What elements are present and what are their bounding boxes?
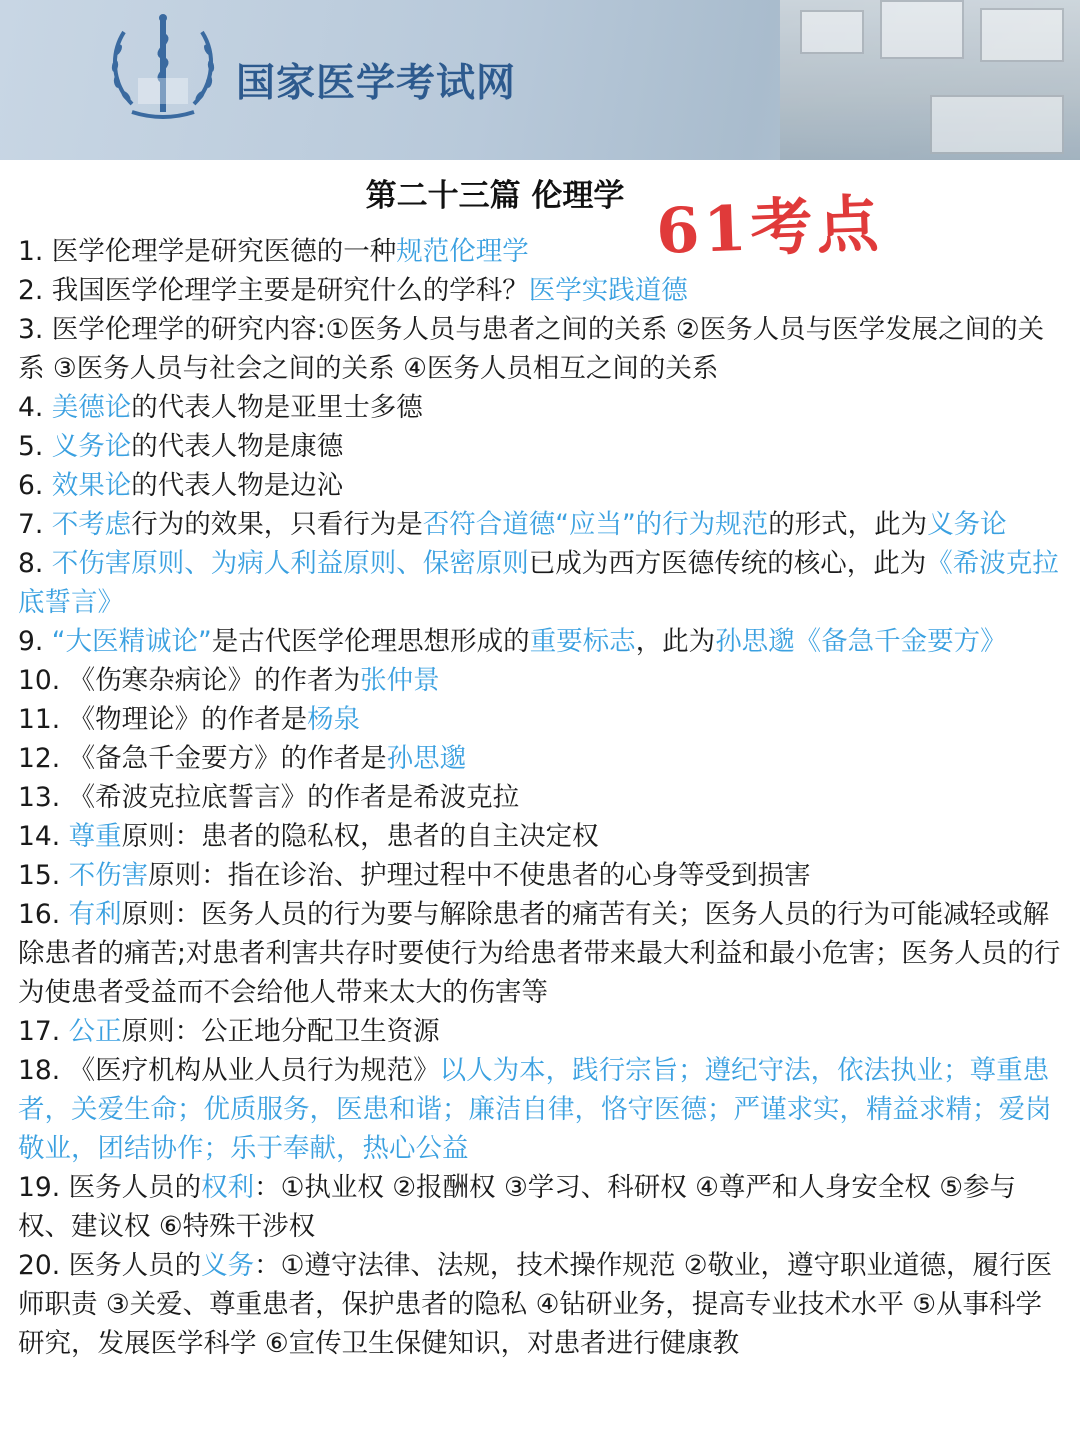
item-text: 原则：公正地分配卫生资源: [121, 1016, 440, 1047]
building-photo: [780, 0, 1080, 160]
highlighted-term: 尊重: [68, 821, 122, 852]
highlighted-term: 《希波克拉底誓言》: [18, 548, 1059, 618]
building-window: [800, 10, 864, 54]
item-text: 原则：医务人员的行为要与解除患者的痛苦有关；医务人员的行为可能减轻或解除患者的痛苦;对患者利害共存时要使行为给患者带来最大利益和最小危害；医务人员的行为使患者受益而不会给他人带来太大的伤害等: [18, 899, 1061, 1008]
medical-exam-logo-icon: [102, 14, 224, 122]
item-text: 13. 《希波克拉底誓言》的作者是希波克拉: [18, 782, 520, 813]
item-text: 9.: [18, 626, 52, 657]
item-text: 4.: [18, 392, 52, 423]
item-text: 18. 《医疗机构从业人员行为规范》: [18, 1055, 440, 1086]
highlighted-term: 医学实践道德: [528, 275, 688, 306]
item-text: 已成为西方医德传统的核心，此为: [528, 548, 927, 579]
highlighted-term: 规范伦理学: [396, 236, 529, 267]
highlighted-term: 张仲景: [360, 665, 440, 696]
site-name: 国家医学考试网: [236, 60, 517, 106]
highlighted-term: 美德论: [51, 392, 132, 423]
highlighted-term: 不考虑: [51, 509, 132, 540]
knowledge-point-7: [18, 505, 1062, 544]
highlighted-term: 重要标志: [529, 626, 636, 657]
highlighted-term: 否符合道德“应当”的行为规范: [422, 509, 769, 540]
highlighted-term: 孙思邈《备急千金要方》: [715, 626, 1007, 657]
knowledge-point-list: [18, 232, 1062, 1363]
knowledge-point-18: [18, 1051, 1062, 1168]
highlighted-term: 义务: [201, 1250, 255, 1281]
knowledge-point-14: [18, 817, 1062, 856]
highlighted-term: 不伤害原则、为病人利益原则、保密原则: [51, 548, 529, 579]
page-title: 第二十三篇 伦理学: [365, 178, 625, 214]
item-text: 16.: [18, 899, 69, 930]
knowledge-point-17: [18, 1012, 1062, 1051]
knowledge-point-4: [18, 388, 1062, 427]
item-text: 19. 医务人员的: [18, 1172, 202, 1203]
item-text: 的代表人物是康德: [131, 431, 344, 462]
item-text: 行为的效果，只看行为是: [131, 509, 423, 540]
item-text: 8.: [18, 548, 52, 579]
item-text: 15.: [18, 860, 69, 891]
item-text: 的代表人物是边沁: [131, 470, 344, 501]
item-text: 2. 我国医学伦理学主要是研究什么的学科？: [18, 275, 529, 306]
item-text: 11. 《物理论》的作者是: [18, 704, 308, 735]
knowledge-point-19: [18, 1168, 1062, 1246]
highlighted-term: “大医精诚论”: [51, 626, 212, 657]
highlighted-term: 以人为本，践行宗旨；遵纪守法，依法执业；尊重患者，关爱生命；优质服务，医患和谐；廉洁自律，恪守医德；严谨求实，精益求精；爱岗敬业，团结协作；乐于奉献，热心公益: [18, 1055, 1052, 1164]
knowledge-point-20: [18, 1246, 1062, 1363]
handwritten-annotation: 61考点: [654, 187, 884, 268]
building-window: [930, 95, 1064, 154]
highlighted-term: 不伤害: [68, 860, 149, 891]
highlighted-term: 义务论: [51, 431, 132, 462]
building-window: [980, 8, 1064, 62]
highlighted-term: 杨泉: [307, 704, 361, 735]
item-text: 20. 医务人员的: [18, 1250, 202, 1281]
item-text: 原则：患者的隐私权，患者的自主决定权: [121, 821, 599, 852]
highlighted-term: 公正: [68, 1016, 122, 1047]
item-text: 1. 医学伦理学是研究医德的一种: [18, 236, 397, 267]
item-text: 5.: [18, 431, 52, 462]
knowledge-point-6: [18, 466, 1062, 505]
knowledge-point-3: [18, 310, 1062, 388]
knowledge-point-5: [18, 427, 1062, 466]
item-text: 10. 《伤寒杂病论》的作者为: [18, 665, 361, 696]
item-text: 14.: [18, 821, 69, 852]
knowledge-point-10: [18, 661, 1062, 700]
item-text: 3. 医学伦理学的研究内容:①医务人员与患者之间的关系 ②医务人员与医学发展之间的关系 ③医务人员与社会之间的关系 ④医务人员相互之间的关系: [18, 314, 1045, 384]
building-window: [880, 0, 964, 59]
item-text: 6.: [18, 470, 52, 501]
knowledge-point-9: [18, 622, 1062, 661]
knowledge-point-11: [18, 700, 1062, 739]
knowledge-point-13: [18, 778, 1062, 817]
item-text: 的代表人物是亚里士多德: [131, 392, 423, 423]
knowledge-point-16: [18, 895, 1062, 1012]
item-text: 7.: [18, 509, 52, 540]
item-text: 的形式，此为: [768, 509, 928, 540]
knowledge-point-2: [18, 271, 1062, 310]
knowledge-point-15: [18, 856, 1062, 895]
item-text: 是古代医学伦理思想形成的: [211, 626, 530, 657]
item-text: ，此为: [635, 626, 716, 657]
knowledge-point-8: [18, 544, 1062, 622]
knowledge-point-1: [18, 232, 1062, 271]
header-banner: [0, 0, 1080, 160]
highlighted-term: 权利: [201, 1172, 255, 1203]
item-text: 12. 《备急千金要方》的作者是: [18, 743, 387, 774]
item-text: 原则：指在诊治、护理过程中不使患者的心身等受到损害: [148, 860, 811, 891]
highlighted-term: 有利: [68, 899, 122, 930]
highlighted-term: 孙思邈: [386, 743, 467, 774]
item-text: ：①遵守法律、法规，技术操作规范 ②敬业，遵守职业道德，履行医师职责 ③关爱、尊重患者，保护患者的隐私 ④钻研业务，提高专业技术水平 ⑤从事科学研究，发展医学科学 ⑥宣传卫生保健知识，对患者进行健康教: [18, 1250, 1053, 1359]
item-text: ：①执业权 ②报酬权 ③学习、科研权 ④尊严和人身安全权 ⑤参与权、建议权 ⑥特殊干涉权: [18, 1172, 1017, 1242]
item-text: 17.: [18, 1016, 69, 1047]
knowledge-point-12: [18, 739, 1062, 778]
highlighted-term: 效果论: [51, 470, 132, 501]
highlighted-term: 义务论: [927, 509, 1007, 540]
